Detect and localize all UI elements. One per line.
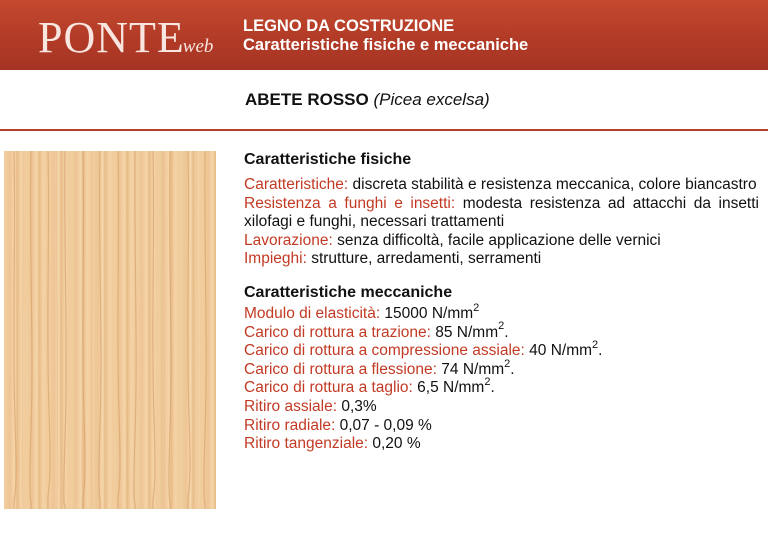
species-latin-name: (Picea excelsa) <box>373 90 490 109</box>
mechanical-item-value: 0,07 - 0,09 % <box>335 416 432 434</box>
header-title-block <box>243 17 528 55</box>
physical-item <box>244 195 759 232</box>
mechanical-item-label: Carico di rottura a compressione assiale: <box>244 342 525 360</box>
mechanical-item-value: 0,3% <box>337 397 377 415</box>
mechanical-item-exponent: 2 <box>592 339 599 351</box>
page-title: LEGNO DA COSTRUZIONE <box>243 17 455 35</box>
logo-sub-text: web <box>182 36 214 57</box>
physical-section-title: Caratteristiche fisiche <box>244 151 412 168</box>
mechanical-item-value: 6,5 N/mm <box>412 379 485 397</box>
ponte-web-logo[interactable] <box>38 13 213 63</box>
species-common-name: ABETE ROSSO <box>245 90 369 109</box>
physical-item-label: Resistenza a funghi e insetti: <box>244 194 456 212</box>
mechanical-item-exponent: 2 <box>498 320 505 333</box>
characteristics-content <box>244 150 759 454</box>
logo-main-text: PONTE <box>38 13 185 62</box>
physical-item-label: Impieghi: <box>244 250 307 268</box>
section-divider <box>0 129 768 131</box>
mechanical-item <box>244 435 759 454</box>
mechanical-item-label: Ritiro tangenziale: <box>244 435 369 453</box>
wood-grain-lines <box>4 151 216 509</box>
mechanical-item <box>244 417 759 436</box>
mechanical-item-value: 74 N/mm <box>436 360 505 378</box>
physical-item-value: modesta resistenza ad attacchi da insetti xilofagi e funghi, necessari trattamenti <box>244 194 759 231</box>
mechanical-item <box>244 339 759 361</box>
mechanical-item-tail: . <box>510 360 515 378</box>
physical-item-label: Caratteristiche: <box>244 176 349 193</box>
mechanical-item-exponent: 2 <box>504 357 511 370</box>
mechanical-section-title: Caratteristiche meccaniche <box>244 283 453 301</box>
physical-item <box>244 250 759 269</box>
mechanical-item-value: 15000 N/mm <box>380 304 474 322</box>
physical-item-value: discreta stabilità e resistenza meccanica, colore biancastro <box>348 176 757 193</box>
mechanical-item-tail: . <box>598 342 603 360</box>
header-banner <box>0 0 768 70</box>
mechanical-item-exponent: 2 <box>473 301 480 314</box>
mechanical-item-label: Modulo di elasticità: <box>244 304 381 322</box>
physical-item-value: senza difficoltà, facile applicazione delle vernici <box>332 231 661 249</box>
page-subtitle: Caratteristiche fisiche e meccaniche <box>243 36 529 54</box>
mechanical-item-tail: . <box>490 379 495 397</box>
mechanical-item-label: Ritiro assiale: <box>244 397 338 415</box>
physical-item-label: Lavorazione: <box>244 231 333 249</box>
physical-item <box>244 232 759 251</box>
mechanical-item-value: 0,20 % <box>368 435 421 453</box>
mechanical-item <box>244 320 759 343</box>
mechanical-item-tail: . <box>504 323 509 341</box>
mechanical-item <box>244 376 759 398</box>
physical-item <box>244 176 759 195</box>
mechanical-item-label: Ritiro radiale: <box>244 416 336 434</box>
mechanical-item-exponent: 2 <box>484 376 491 389</box>
wood-sample-image <box>4 151 216 509</box>
mechanical-item-value: 40 N/mm <box>524 342 593 360</box>
mechanical-item-label: Carico di rottura a taglio: <box>244 379 413 397</box>
mechanical-item-label: Carico di rottura a flessione: <box>244 360 437 378</box>
physical-item-value: strutture, arredamenti, serramenti <box>306 250 542 268</box>
mechanical-item <box>244 398 759 417</box>
species-heading <box>245 90 490 110</box>
mechanical-item-label: Carico di rottura a trazione: <box>244 323 431 341</box>
mechanical-item <box>244 357 759 380</box>
mechanical-item-value: 85 N/mm <box>430 323 499 341</box>
